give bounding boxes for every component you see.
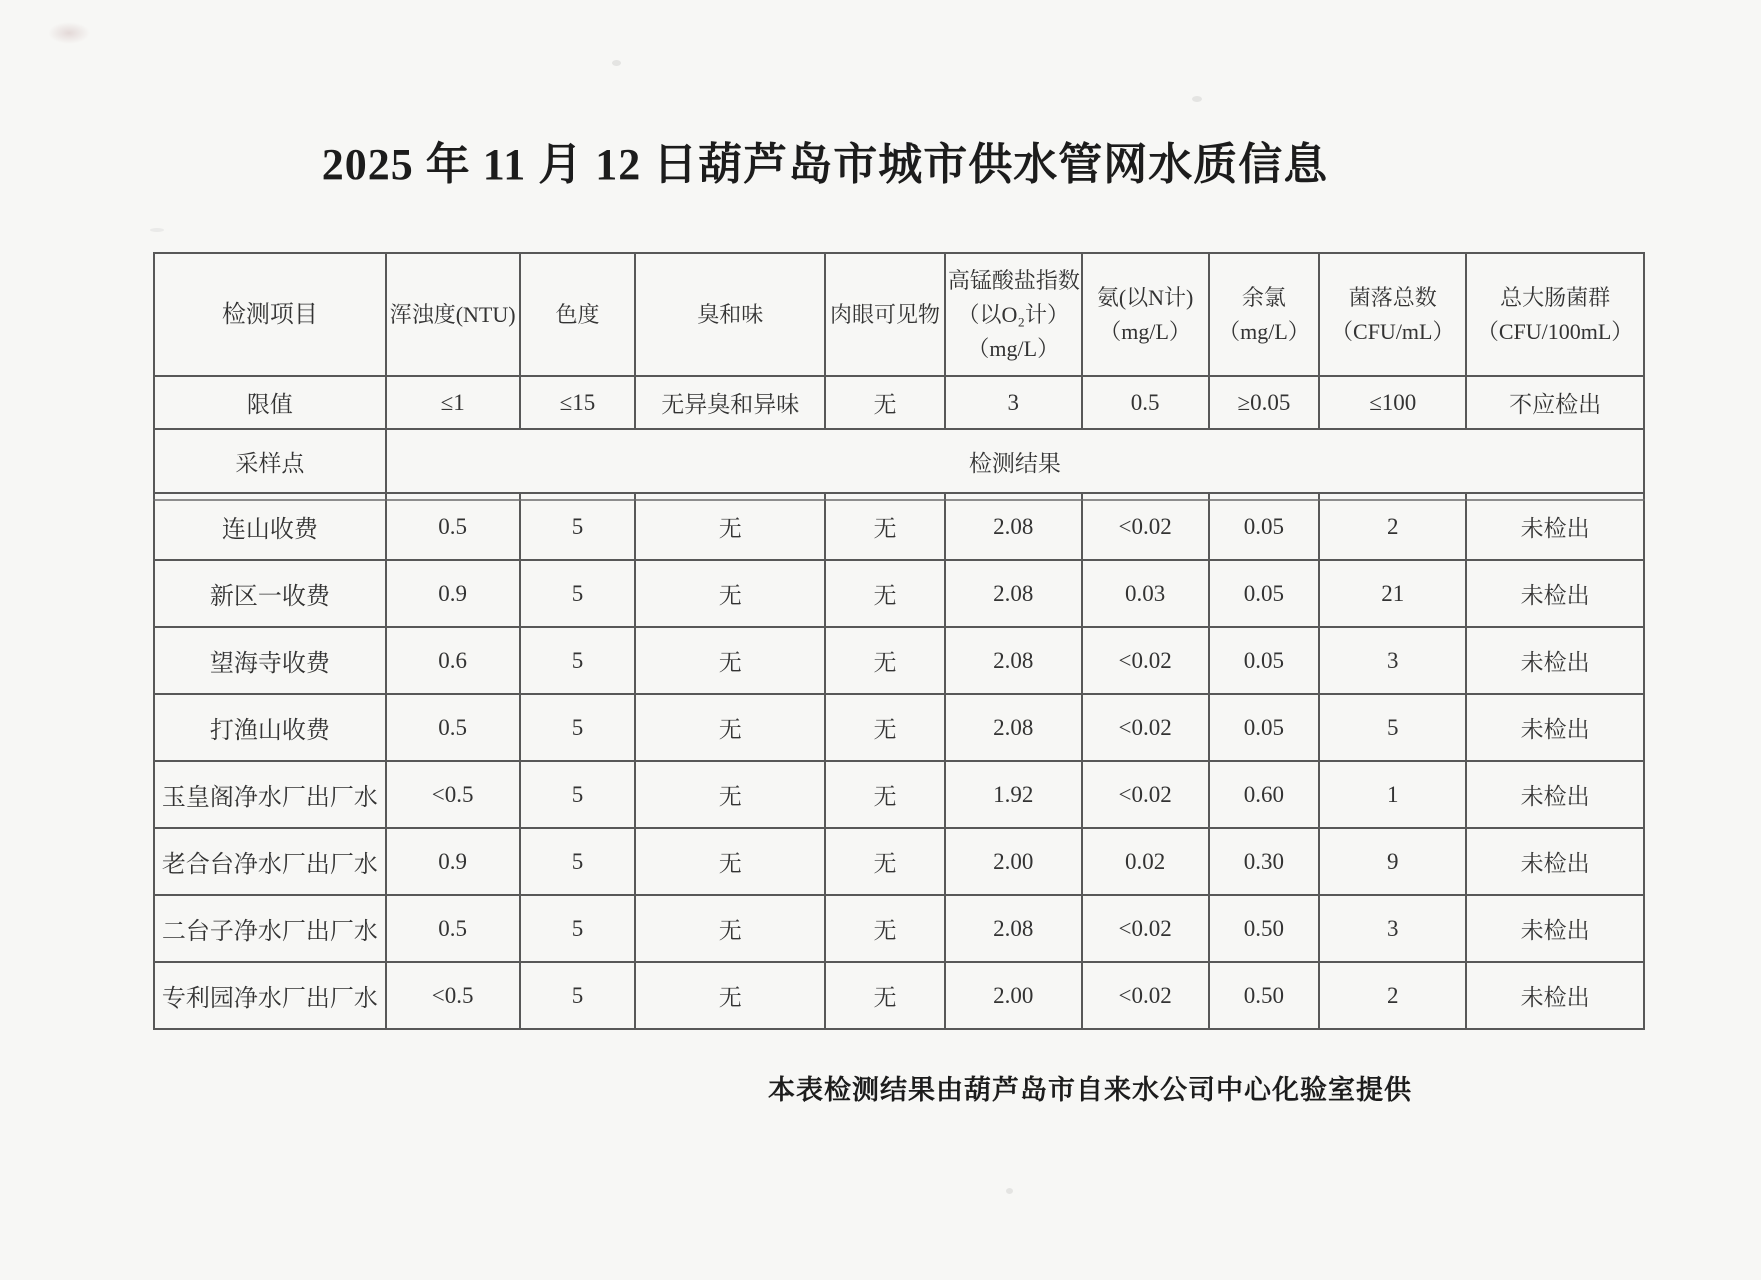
limit-row	[154, 376, 1644, 429]
result-cell: 未检出	[1466, 895, 1644, 962]
result-cell: 2.00	[945, 962, 1082, 1029]
limit-value-cell: 不应检出	[1466, 376, 1644, 429]
sample-name-cell: 新区一收费	[154, 560, 386, 627]
sample-name-cell: 望海寺收费	[154, 627, 386, 694]
sample-point-label-cell: 采样点	[154, 429, 386, 493]
header-line: 余氯	[1241, 284, 1286, 310]
result-cell: 无	[825, 493, 945, 560]
header-cell-permanganate	[945, 253, 1082, 376]
result-cell: 0.30	[1209, 828, 1320, 895]
table-row	[154, 560, 1644, 627]
result-cell: 0.05	[1209, 493, 1320, 560]
result-cell: 2.08	[945, 627, 1082, 694]
table-row	[154, 962, 1644, 1029]
header-cell-visible-matter	[825, 253, 945, 376]
result-cell: 1.92	[945, 761, 1082, 828]
result-cell: 2	[1319, 962, 1466, 1029]
result-cell: 0.02	[1082, 828, 1209, 895]
result-cell: 0.50	[1209, 895, 1320, 962]
header-cell-residual-chlorine	[1209, 253, 1320, 376]
header-line: 菌落总数	[1348, 284, 1437, 310]
result-cell: 0.05	[1209, 560, 1320, 627]
scan-artifact-speck	[150, 228, 164, 232]
table-row	[154, 895, 1644, 962]
limit-value-cell: 无异臭和异味	[635, 376, 825, 429]
sample-name-cell: 连山收费	[154, 493, 386, 560]
result-cell: 3	[1319, 895, 1466, 962]
result-cell: 5	[520, 694, 636, 761]
result-cell: 0.5	[386, 895, 520, 962]
result-cell: 2.08	[945, 895, 1082, 962]
result-cell: 无	[635, 828, 825, 895]
result-cell: 无	[635, 895, 825, 962]
header-line: （CFU/100mL）	[1476, 318, 1634, 344]
header-cell-odor	[635, 253, 825, 376]
result-cell: 2.08	[945, 493, 1082, 560]
result-cell: 未检出	[1466, 828, 1644, 895]
result-cell: <0.5	[386, 962, 520, 1029]
table-row	[154, 493, 1644, 560]
result-cell: 无	[635, 493, 825, 560]
result-cell: 无	[825, 694, 945, 761]
sample-name-cell: 老合台净水厂出厂水	[154, 828, 386, 895]
header-line: 浑浊度(NTU)	[389, 301, 516, 327]
header-cell-coliform	[1466, 253, 1644, 376]
result-cell: 无	[825, 560, 945, 627]
header-row	[154, 253, 1644, 376]
scan-artifact-speck	[1006, 1188, 1013, 1194]
result-cell: 5	[520, 962, 636, 1029]
result-cell: 无	[635, 627, 825, 694]
header-line: （以O₂计）	[957, 301, 1070, 327]
result-cell: 2.00	[945, 828, 1082, 895]
result-cell: 0.60	[1209, 761, 1320, 828]
result-cell: 0.9	[386, 560, 520, 627]
header-cell-turbidity	[386, 253, 520, 376]
limit-value-cell: 无	[825, 376, 945, 429]
result-cell: 0.5	[386, 694, 520, 761]
sample-name-cell: 专利园净水厂出厂水	[154, 962, 386, 1029]
result-cell: 2.08	[945, 560, 1082, 627]
header-line: 臭和味	[697, 301, 764, 327]
result-cell: 5	[520, 627, 636, 694]
header-line: 总大肠菌群	[1500, 284, 1611, 310]
result-cell: 5	[1319, 694, 1466, 761]
result-cell: 无	[825, 761, 945, 828]
limit-value-cell: ≤1	[386, 376, 520, 429]
header-line: 色度	[555, 301, 600, 327]
table-row	[154, 761, 1644, 828]
result-cell: 未检出	[1466, 627, 1644, 694]
result-cell: 5	[520, 493, 636, 560]
table-body	[154, 253, 1644, 1029]
result-cell: 无	[825, 895, 945, 962]
limit-value-cell: ≥0.05	[1209, 376, 1320, 429]
result-cell: 无	[825, 828, 945, 895]
scan-artifact-speck	[1192, 96, 1202, 102]
sample-name-cell: 玉皇阁净水厂出厂水	[154, 761, 386, 828]
result-cell: 21	[1319, 560, 1466, 627]
limit-value-cell: 0.5	[1082, 376, 1209, 429]
header-line: 高锰酸盐指数	[947, 267, 1080, 293]
header-cell-ammonia	[1082, 253, 1209, 376]
result-cell: <0.02	[1082, 962, 1209, 1029]
result-cell: 5	[520, 895, 636, 962]
result-cell: 未检出	[1466, 962, 1644, 1029]
result-cell: 0.05	[1209, 627, 1320, 694]
result-cell: 无	[635, 962, 825, 1029]
scan-artifact-speck	[612, 60, 621, 66]
header-line: 氨(以N计)	[1096, 284, 1194, 310]
header-cell-item: 检测项目	[154, 253, 386, 376]
result-cell: 无	[635, 694, 825, 761]
result-cell: 无	[825, 627, 945, 694]
result-cell: 5	[520, 828, 636, 895]
result-cell: 3	[1319, 627, 1466, 694]
footer-note: 本表检测结果由葫芦岛市自来水公司中心化验室提供	[768, 1075, 1412, 1105]
header-line: （mg/L）	[1099, 318, 1191, 344]
water-quality-table	[153, 252, 1645, 1030]
result-cell: 1	[1319, 761, 1466, 828]
limit-value-cell: ≤15	[520, 376, 636, 429]
result-cell: <0.5	[386, 761, 520, 828]
result-cell: <0.02	[1082, 493, 1209, 560]
result-cell: 9	[1319, 828, 1466, 895]
test-result-merged-cell: 检测结果	[386, 429, 1644, 493]
result-cell: 未检出	[1466, 761, 1644, 828]
result-cell: 未检出	[1466, 694, 1644, 761]
result-cell: 无	[825, 962, 945, 1029]
sample-point-row	[154, 429, 1644, 493]
scan-double-line	[153, 499, 1645, 501]
result-cell: 0.5	[386, 493, 520, 560]
result-cell: 无	[635, 560, 825, 627]
scan-artifact-smudge	[48, 22, 90, 44]
result-cell: 0.03	[1082, 560, 1209, 627]
result-cell: 无	[635, 761, 825, 828]
table-row	[154, 828, 1644, 895]
result-cell: <0.02	[1082, 761, 1209, 828]
limit-value-cell: ≤100	[1319, 376, 1466, 429]
header-line: 肉眼可见物	[829, 301, 940, 327]
header-line: （mg/L）	[1218, 318, 1310, 344]
limit-value-cell: 3	[945, 376, 1082, 429]
result-cell: 0.05	[1209, 694, 1320, 761]
result-cell: <0.02	[1082, 627, 1209, 694]
header-line: （mg/L）	[967, 335, 1060, 361]
sample-name-cell: 二台子净水厂出厂水	[154, 895, 386, 962]
header-line: （CFU/mL）	[1331, 318, 1455, 344]
result-cell: <0.02	[1082, 694, 1209, 761]
result-cell: 5	[520, 560, 636, 627]
sample-name-cell: 打渔山收费	[154, 694, 386, 761]
result-cell: 5	[520, 761, 636, 828]
limit-label-cell: 限值	[154, 376, 386, 429]
table-row	[154, 627, 1644, 694]
result-cell: 0.6	[386, 627, 520, 694]
result-cell: 未检出	[1466, 560, 1644, 627]
result-cell: <0.02	[1082, 895, 1209, 962]
table-row	[154, 694, 1644, 761]
result-cell: 0.50	[1209, 962, 1320, 1029]
document-title: 2025 年 11 月 12 日葫芦岛市城市供水管网水质信息	[321, 140, 1329, 189]
result-cell: 2	[1319, 493, 1466, 560]
result-cell: 0.9	[386, 828, 520, 895]
header-cell-colony-count	[1319, 253, 1466, 376]
result-cell: 未检出	[1466, 493, 1644, 560]
result-cell: 2.08	[945, 694, 1082, 761]
header-cell-color	[520, 253, 636, 376]
